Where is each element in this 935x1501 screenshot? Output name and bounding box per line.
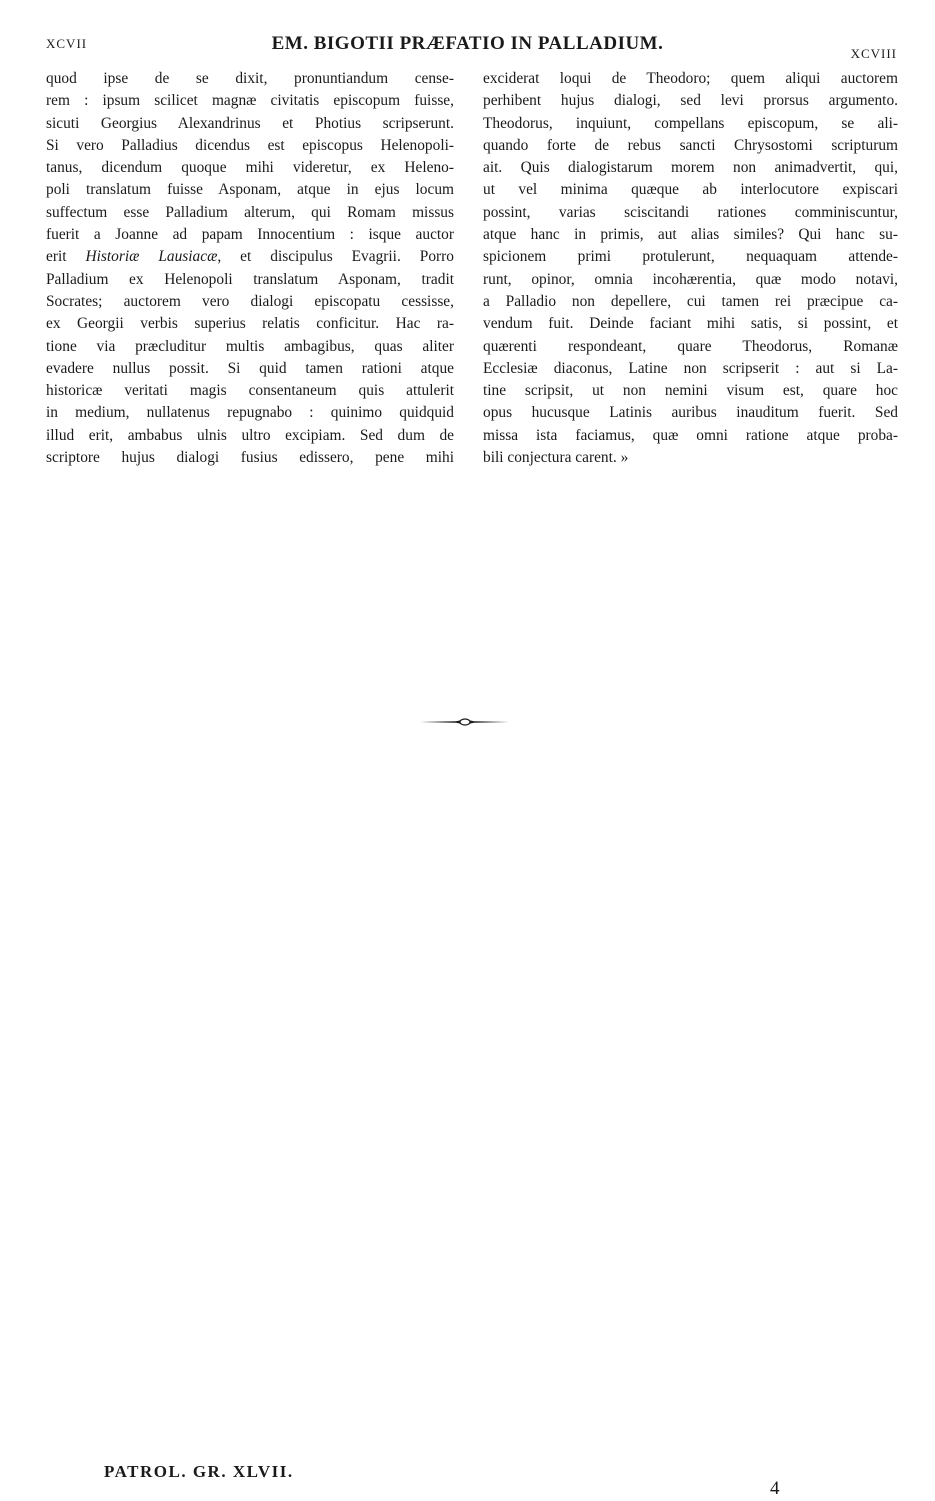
text-line: exciderat loqui de Theodoro; quem aliqui auctorem <box>483 70 898 87</box>
text-line: illud erit, ambabus ulnis ultro excipiam. Sed dum de <box>46 426 454 444</box>
page-number-left: XCVII <box>46 36 88 51</box>
text-line: perhibent hujus dialogi, sed levi prorsus argumento. <box>483 92 898 110</box>
text-line: tine scripsit, ut non nemini visum est, quare hoc <box>483 382 898 400</box>
text-line: quod ipse de se dixit, pronuntiandum cense- <box>46 70 454 87</box>
text-line: atque hanc in primis, aut alias similes? Qui hanc su- <box>483 226 898 244</box>
text-line: possint, varias sciscitandi rationes comminiscuntur, <box>483 203 898 221</box>
running-title: EM. BIGOTII PRÆFATIO IN PALLADIUM. <box>271 33 664 54</box>
text-line: Socrates; auctorem vero dialogi episcopatu cessisse, <box>46 292 454 310</box>
text-line: quærenti respondeant, quare Theodorus, Romanæ <box>483 337 898 355</box>
text-line: tanus, dicendum quoque mihi videretur, ex Heleno- <box>46 159 454 177</box>
footer-series: PATROL. GR. XLVII. <box>104 1462 294 1481</box>
text-line: sicuti Georgius Alexandrinus et Photius scripserunt. <box>46 114 454 132</box>
text-line: ex Georgii verbis superius relatis conficitur. Hac ra- <box>46 315 454 333</box>
text-line: Ecclesiæ diaconus, Latine non scripserit : aut si La- <box>483 359 898 377</box>
book-title: Historiæ Lausiacæ <box>85 248 218 266</box>
text-line: poli translatum fuisse Asponam, atque in ejus locum <box>46 181 454 199</box>
text-line: Palladium ex Helenopoli translatum Asponam, tradit <box>46 270 454 288</box>
text-line: missa ista faciamus, quæ omni ratione atque proba- <box>483 426 898 444</box>
divider-ornament <box>418 717 512 727</box>
page-number-right: XCVIII <box>850 46 897 61</box>
text-line: scriptore hujus dialogi fusius edissero, pene mihi <box>46 449 454 467</box>
text-line: ait. Quis dialogistarum morem non animadvertit, qui, <box>483 159 898 177</box>
text-line: suffectum esse Palladium alterum, qui Romam missus <box>46 203 454 221</box>
text-line: evadere nullus possit. Si quid tamen rationi atque <box>46 359 454 377</box>
text-line: quando forte de rebus sancti Chrysostomi scripturum <box>483 136 898 154</box>
text-line: bili conjectura carent. » <box>483 449 629 467</box>
text-line: a Palladio non depellere, cui tamen rei præcipue ca- <box>483 292 898 310</box>
text-line: in medium, nullatenus repugnabo : quinimo quidquid <box>46 404 454 422</box>
text-line: ut vel minima quæque ab interlocutore expiscari <box>483 181 898 199</box>
text-line: Theodorus, inquiunt, compellans episcopum, se ali- <box>483 114 898 132</box>
text-line: tione via præcluditur multis ambagibus, quas aliter <box>46 337 454 355</box>
left-column <box>46 68 454 469</box>
signature-mark: 4 <box>770 1478 780 1499</box>
text-line: spicionem primi protulerunt, nequaquam attende- <box>483 248 898 266</box>
text-line: vendum fuit. Deinde faciant mihi satis, si possint, et <box>483 315 898 333</box>
text-line: opus hucusque Latinis auribus inauditum fuerit. Sed <box>483 404 898 422</box>
text-line: rem : ipsum scilicet magnæ civitatis episcopum fuisse, <box>46 92 454 110</box>
text-line: runt, opinor, omnia incohærentia, quæ modo notavi, <box>483 270 898 288</box>
text-line: Si vero Palladius dicendus est episcopus Helenopoli- <box>46 136 454 154</box>
text-line: historicæ veritati magis consentaneum quis attulerit <box>46 382 454 400</box>
right-column <box>483 68 898 469</box>
text-line: erit Historiæ Lausiacæ, et discipulus Evagrii. Porro <box>46 248 454 266</box>
text-line: fuerit a Joanne ad papam Innocentium : isque auctor <box>46 226 454 244</box>
